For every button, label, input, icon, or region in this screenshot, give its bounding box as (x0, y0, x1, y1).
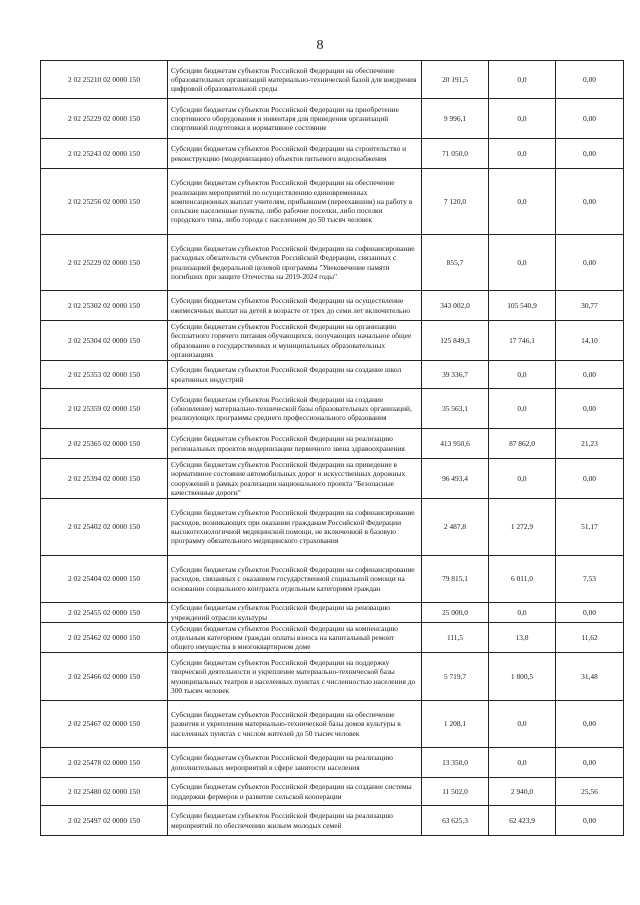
execution-percent: 0,00 (556, 603, 624, 623)
budget-code: 2 02 25404 02 0000 150 (41, 556, 168, 603)
execution-percent: 7,53 (556, 556, 624, 603)
table-row (41, 603, 624, 623)
actual-amount: 0,0 (489, 361, 556, 389)
execution-percent: 21,23 (556, 429, 624, 459)
table-row (41, 701, 624, 748)
planned-amount: 79 815,1 (422, 556, 489, 603)
actual-amount: 1 800,5 (489, 653, 556, 701)
planned-amount: 855,7 (422, 235, 489, 291)
budget-code: 2 02 25467 02 0000 150 (41, 701, 168, 748)
planned-amount: 125 849,3 (422, 321, 489, 361)
actual-amount: 0,0 (489, 235, 556, 291)
execution-percent: 0,00 (556, 748, 624, 778)
execution-percent: 11,62 (556, 623, 624, 653)
budget-table (40, 60, 624, 836)
budget-code: 2 02 25229 02 0000 150 (41, 235, 168, 291)
row-description: Субсидии бюджетам субъектов Российской Федерации на софинансирование расходов, возникающих при оказании гражданам Российской Федерации высокотехнологичной медицинской помощи, не включенной в базовую программу обязательного медицинского страхования (168, 499, 422, 556)
budget-code: 2 02 25353 02 0000 150 (41, 361, 168, 389)
planned-amount: 343 002,0 (422, 291, 489, 321)
row-description: Субсидии бюджетам субъектов Российской Федерации на реновацию учреждений отрасли культуры (168, 603, 422, 623)
actual-amount: 0,0 (489, 139, 556, 169)
row-description: Субсидии бюджетам субъектов Российской Федерации на поддержку творческой деятельности и укрепление материально-технической базы муниципальных театров в населенных пунктах с численностью населения до 300 тысяч человек (168, 653, 422, 701)
row-description: Субсидии бюджетам субъектов Российской Федерации на обеспечение образовательных организаций материально-технической базой для внедрения цифровой образовательной среды (168, 61, 422, 99)
table-row (41, 361, 624, 389)
execution-percent: 51,17 (556, 499, 624, 556)
actual-amount: 0,0 (489, 701, 556, 748)
row-description: Субсидии бюджетам субъектов Российской Федерации на реализацию мероприятий по обеспечению жильем молодых семей (168, 806, 422, 836)
planned-amount: 63 625,3 (422, 806, 489, 836)
planned-amount: 39 336,7 (422, 361, 489, 389)
actual-amount: 1 272,9 (489, 499, 556, 556)
row-description: Субсидии бюджетам субъектов Российской Федерации на приведение в нормативное состояние автомобильных дорог и искусственных дорожных сооружений в рамках реализации национального проекта "Безопасные качественные дороги" (168, 459, 422, 499)
budget-code: 2 02 25462 02 0000 150 (41, 623, 168, 653)
execution-percent: 0,00 (556, 61, 624, 99)
budget-code: 2 02 25394 02 0000 150 (41, 459, 168, 499)
table-row (41, 806, 624, 836)
planned-amount: 11 502,0 (422, 778, 489, 806)
table-row (41, 623, 624, 653)
table-row (41, 61, 624, 99)
table-row (41, 169, 624, 235)
execution-percent: 31,48 (556, 653, 624, 701)
planned-amount: 413 950,6 (422, 429, 489, 459)
table-row (41, 459, 624, 499)
planned-amount: 2 487,8 (422, 499, 489, 556)
execution-percent: 30,77 (556, 291, 624, 321)
planned-amount: 96 493,4 (422, 459, 489, 499)
budget-code: 2 02 25304 02 0000 150 (41, 321, 168, 361)
execution-percent: 0,00 (556, 361, 624, 389)
actual-amount: 0,0 (489, 169, 556, 235)
actual-amount: 0,0 (489, 748, 556, 778)
execution-percent: 0,00 (556, 806, 624, 836)
actual-amount: 2 940,0 (489, 778, 556, 806)
row-description: Субсидии бюджетам субъектов Российской Федерации на создание школ креативных индустрий (168, 361, 422, 389)
budget-code: 2 02 25480 02 0000 150 (41, 778, 168, 806)
planned-amount: 9 996,1 (422, 99, 489, 139)
row-description: Субсидии бюджетам субъектов Российской Федерации на софинансирование расходов, связанных с оказанием государственной социальной помощи на основании социального контракта отдельным категориям граждан (168, 556, 422, 603)
planned-amount: 71 050,0 (422, 139, 489, 169)
row-description: Субсидии бюджетам субъектов Российской Федерации на создание системы поддержки фермеров и развитие сельской кооперации (168, 778, 422, 806)
actual-amount: 87 862,0 (489, 429, 556, 459)
actual-amount: 0,0 (489, 61, 556, 99)
row-description: Субсидии бюджетам субъектов Российской Федерации на создание (обновление) материально-технической базы образовательных организаций, реализующих программы среднего профессионального образования (168, 389, 422, 429)
actual-amount: 13,0 (489, 623, 556, 653)
budget-code: 2 02 25478 02 0000 150 (41, 748, 168, 778)
actual-amount: 0,0 (489, 99, 556, 139)
table-row (41, 139, 624, 169)
table-row (41, 499, 624, 556)
row-description: Субсидии бюджетам субъектов Российской Федерации на приобретение спортивного оборудования и инвентаря для приведения организаций спортивной подготовки в нормативное состояние (168, 99, 422, 139)
actual-amount: 6 011,0 (489, 556, 556, 603)
actual-amount: 62 423,9 (489, 806, 556, 836)
planned-amount: 13 350,0 (422, 748, 489, 778)
execution-percent: 0,00 (556, 235, 624, 291)
execution-percent: 0,00 (556, 701, 624, 748)
row-description: Субсидии бюджетам субъектов Российской Федерации на реализацию дополнительных мероприятий в сфере занятости населения (168, 748, 422, 778)
row-description: Субсидии бюджетам субъектов Российской Федерации на организацию бесплатного горячего питания обучающихся, получающих начальное общее образование в государственных и муниципальных образовательных организациях (168, 321, 422, 361)
budget-code: 2 02 25497 02 0000 150 (41, 806, 168, 836)
execution-percent: 25,56 (556, 778, 624, 806)
row-description: Субсидии бюджетам субъектов Российской Федерации на осуществление ежемесячных выплат на детей в возрасте от трех до семи лет включительно (168, 291, 422, 321)
planned-amount: 111,5 (422, 623, 489, 653)
budget-code: 2 02 25210 02 0000 150 (41, 61, 168, 99)
actual-amount: 105 540,9 (489, 291, 556, 321)
row-description: Субсидии бюджетам субъектов Российской Федерации на софинансирование расходных обязательств субъектов Российской Федерации, связанных с реализацией федеральной целевой программы "Увековечение памяти погибших при защите Отечества на 2019-2024 годы" (168, 235, 422, 291)
table-row (41, 291, 624, 321)
row-description: Субсидии бюджетам субъектов Российской Федерации на реализацию региональных проектов модернизации первичного звена здравоохранения (168, 429, 422, 459)
execution-percent: 0,00 (556, 459, 624, 499)
table-row (41, 778, 624, 806)
budget-code: 2 02 25243 02 0000 150 (41, 139, 168, 169)
planned-amount: 7 120,0 (422, 169, 489, 235)
budget-code: 2 02 25402 02 0000 150 (41, 499, 168, 556)
row-description: Субсидии бюджетам субъектов Российской Федерации на обеспечение развития и укрепления материально-технической базы домов культуры в населенных пунктах с числом жителей до 50 тысяч человек (168, 701, 422, 748)
budget-code: 2 02 25359 02 0000 150 (41, 389, 168, 429)
planned-amount: 5 719,7 (422, 653, 489, 701)
table-row (41, 235, 624, 291)
budget-code: 2 02 25302 02 0000 150 (41, 291, 168, 321)
actual-amount: 0,0 (489, 389, 556, 429)
row-description: Субсидии бюджетам субъектов Российской Федерации на компенсацию отдельным категориям граждан оплаты взноса на капитальный ремонт общего имущества в многоквартирном доме (168, 623, 422, 653)
execution-percent: 0,00 (556, 389, 624, 429)
budget-code: 2 02 25229 02 0000 150 (41, 99, 168, 139)
planned-amount: 1 208,1 (422, 701, 489, 748)
execution-percent: 0,00 (556, 99, 624, 139)
table-row (41, 556, 624, 603)
table-row (41, 389, 624, 429)
table-row (41, 99, 624, 139)
table-row (41, 748, 624, 778)
actual-amount: 0,0 (489, 603, 556, 623)
planned-amount: 20 191,5 (422, 61, 489, 99)
actual-amount: 0,0 (489, 459, 556, 499)
execution-percent: 0,00 (556, 139, 624, 169)
table-row (41, 429, 624, 459)
actual-amount: 17 746,1 (489, 321, 556, 361)
budget-code: 2 02 25455 02 0000 150 (41, 603, 168, 623)
row-description: Субсидии бюджетам субъектов Российской Федерации на обеспечение реализации мероприятий по осуществлению единовременных компенсационных выплат учителям, прибывшим (переехавшим) на работу в сельские населенные пункты, либо рабочие поселки, либо поселки городского типа, либо города с населением до 50 тысяч человек (168, 169, 422, 235)
page-number: 8 (316, 38, 324, 53)
planned-amount: 25 000,0 (422, 603, 489, 623)
table-row (41, 321, 624, 361)
budget-code: 2 02 25466 02 0000 150 (41, 653, 168, 701)
row-description: Субсидии бюджетам субъектов Российской Федерации на строительство и реконструкцию (модернизацию) объектов питьевого водоснабжения (168, 139, 422, 169)
table-row (41, 653, 624, 701)
budget-code: 2 02 25365 02 0000 150 (41, 429, 168, 459)
execution-percent: 0,00 (556, 169, 624, 235)
budget-code: 2 02 25256 02 0000 150 (41, 169, 168, 235)
planned-amount: 35 563,1 (422, 389, 489, 429)
execution-percent: 14,10 (556, 321, 624, 361)
